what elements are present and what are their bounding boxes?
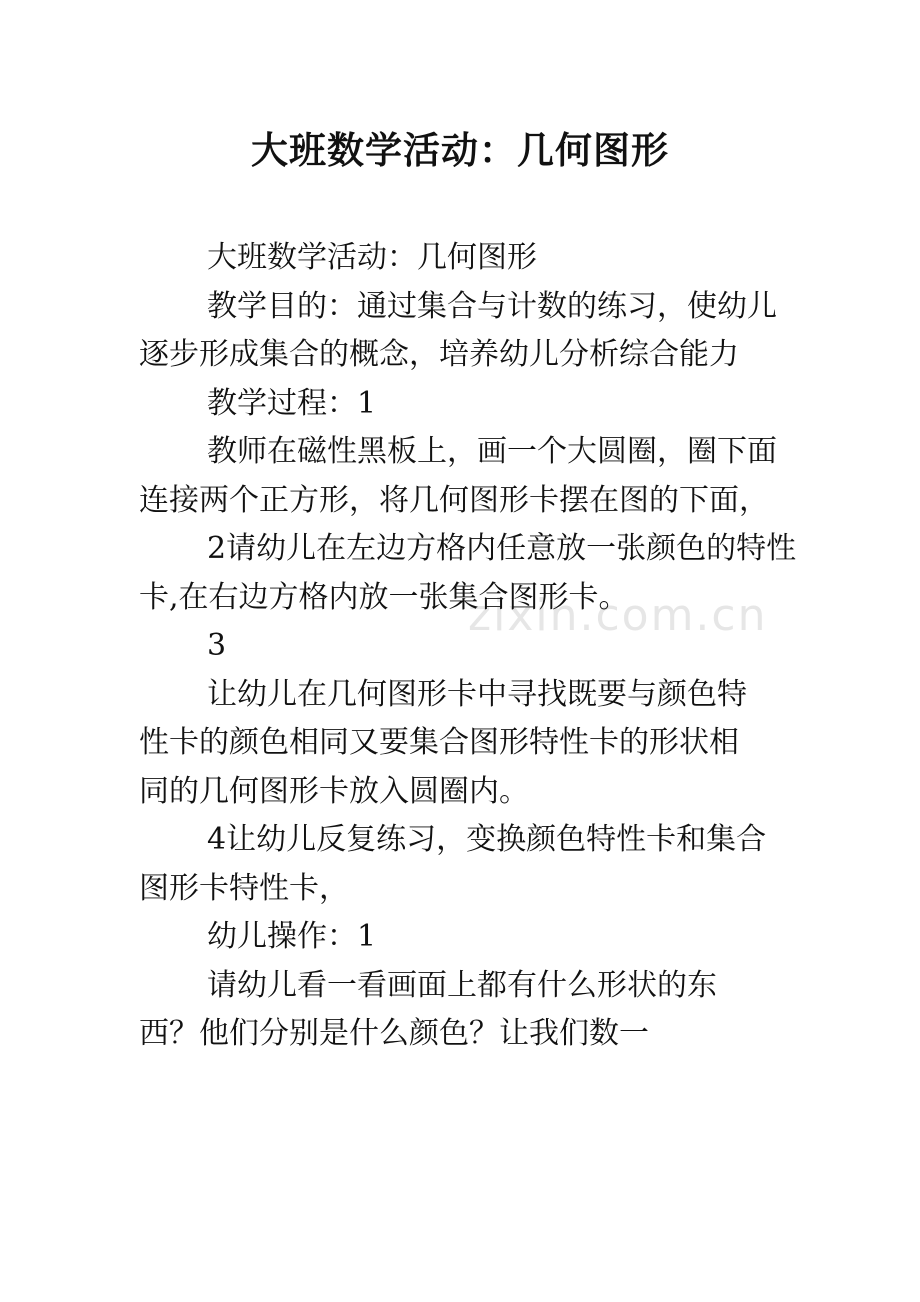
watermark: zixin.com.cn <box>468 590 768 641</box>
document-body <box>139 234 797 1059</box>
paragraph-process-heading: 教学过程：1 <box>207 385 377 421</box>
paragraph-step-3: 让幼儿在几何图形卡中寻找既要与颜色特性卡的颜色相同又要集合图形特性卡的形状相同的几何图形卡放入圆圈内。 <box>139 676 747 809</box>
paragraph-step-1: 教师在磁性黑板上，画一个大圆圈，圈下面连接两个正方形，将几何图形卡摆在图的下面， <box>139 434 777 518</box>
paragraph-operation-1: 请幼儿看一看画面上都有什么形状的东西？他们分别是什么颜色？让我们数一 <box>139 967 717 1051</box>
paragraph-step-3-number: 3 <box>207 628 227 663</box>
paragraph-operation-heading: 幼儿操作：1 <box>207 919 377 954</box>
document-title: 大班数学活动：几何图形 <box>251 128 669 172</box>
paragraph-heading: 大班数学活动：几何图形 <box>207 240 537 275</box>
paragraph-objective: 教学目的：通过集合与计数的练习，使幼儿逐步形成集合的概念，培养幼儿分析综合能力 <box>139 288 777 372</box>
paragraph-step-2: 2请幼儿在左边方格内任意放一张颜色的特性卡,在右边方格内放一张集合图形卡。 <box>139 531 797 615</box>
paragraph-step-4: 4让幼儿反复练习，变换颜色特性卡和集合图形卡特性卡， <box>139 822 767 906</box>
